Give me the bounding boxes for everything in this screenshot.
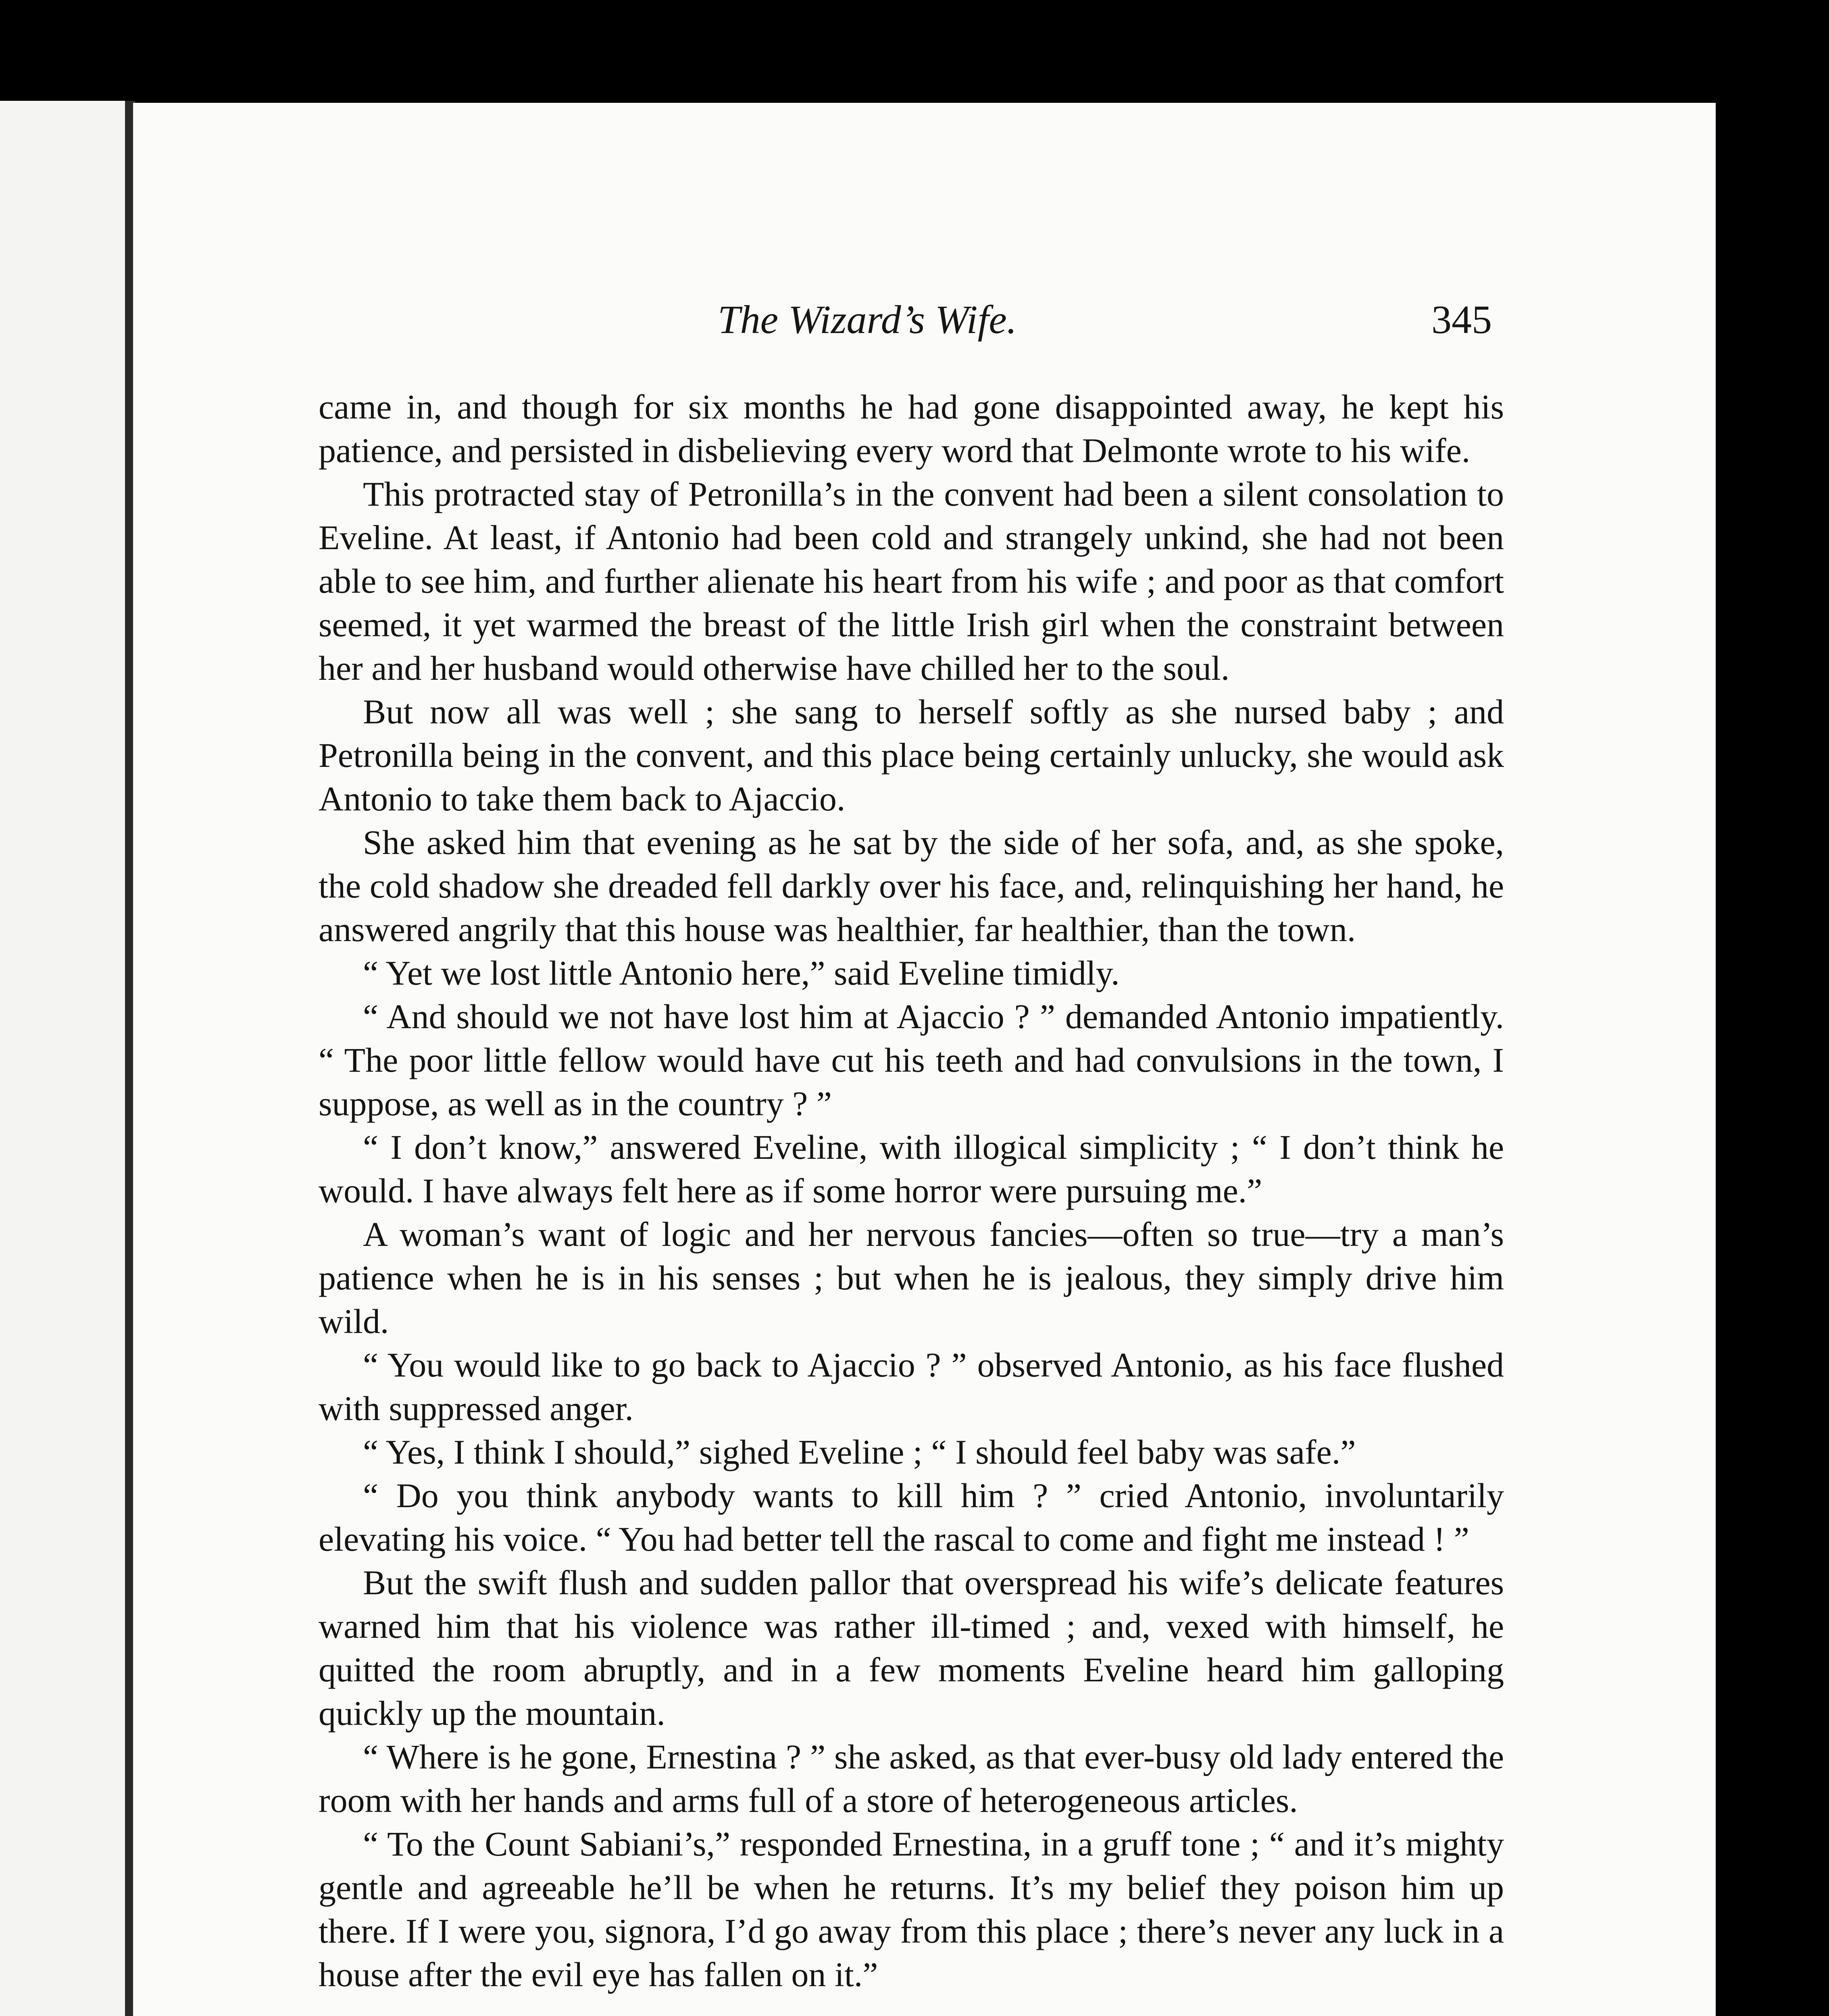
- page-header: [581, 296, 1492, 349]
- paragraph: “ I don’t know,” answered Eveline, with illogical simplicity ; “ I don’t think he would. I have always felt here as if some horror were pursuing me.”: [319, 1128, 1504, 1210]
- paragraph: “ Where is he gone, Ernestina ? ” she asked, as that ever-busy old lady entered the room with her hands and arms full of a store of heterogeneous articles.: [319, 1737, 1504, 1820]
- page-number: 345: [1431, 297, 1492, 342]
- paragraph: A woman’s want of logic and her nervous fancies—often so true—try a man’s patience when he is in his senses ; but when he is jealous, they simply drive him wild.: [319, 1215, 1504, 1341]
- paragraph: “ To the Count Sabiani’s,” responded Ernestina, in a gruff tone ; “ and it’s mighty gentle and agreeable he’ll be when he returns. It’s my belief they poison him up there. If I were you, signora, I’d go away from this place ; there’s never any luck in a house after the evil eye has fallen on it.”: [319, 1824, 1504, 1994]
- body-text: [319, 385, 1504, 1996]
- paragraph: But the swift flush and sudden pallor that overspread his wife’s delicate features warned him that his violence was rather ill-timed ; and, vexed with himself, he quitted the room abruptly, and in a few moments Eveline heard him galloping quickly up the mountain.: [319, 1563, 1504, 1733]
- running-title: The Wizard’s Wife.: [718, 297, 1017, 342]
- paragraph: “ Yet we lost little Antonio here,” said Eveline timidly.: [363, 954, 1120, 992]
- paragraph: She asked him that evening as he sat by the side of her sofa, and, as she spoke, the cold shadow she dreaded fell darkly over his face, and, relinquishing her hand, he answered angrily that this house was healthier, far healthier, than the town.: [319, 823, 1504, 949]
- paragraph: “ And should we not have lost him at Ajaccio ? ” demanded Antonio impatiently. “ The poor little fellow would have cut his teeth and had convulsions in the town, I suppose, as well as in the country ? ”: [319, 997, 1504, 1123]
- paragraph: came in, and though for six months he had gone disappointed away, he kept his patience, and persisted in disbelieving every word that Delmonte wrote to his wife.: [319, 387, 1504, 470]
- left-page-edge: [0, 101, 135, 2016]
- paragraph: “ You would like to go back to Ajaccio ? ” observed Antonio, as his face flushed with suppressed anger.: [319, 1345, 1504, 1428]
- paragraph: “ Yes, I think I should,” sighed Eveline ; “ I should feel baby was safe.”: [363, 1433, 1356, 1471]
- paragraph: “ Do you think anybody wants to kill him ? ” cried Antonio, involuntarily elevating his voice. “ You had better tell the rascal to come and fight me instead ! ”: [319, 1476, 1504, 1558]
- paragraph: This protracted stay of Petronilla’s in the convent had been a silent consolation to Eveline. At least, if Antonio had been cold and strangely unkind, she had not been able to see him, and further alienate his heart from his wife ; and poor as that comfort seemed, it yet warmed the breast of the little Irish girl when the constraint between her and her husband would otherwise have chilled her to the soul.: [319, 475, 1504, 687]
- paragraph: But now all was well ; she sang to herself softly as she nursed baby ; and Petronilla being in the convent, and this place being certainly unlucky, she would ask Antonio to take them back to Ajaccio.: [319, 692, 1504, 818]
